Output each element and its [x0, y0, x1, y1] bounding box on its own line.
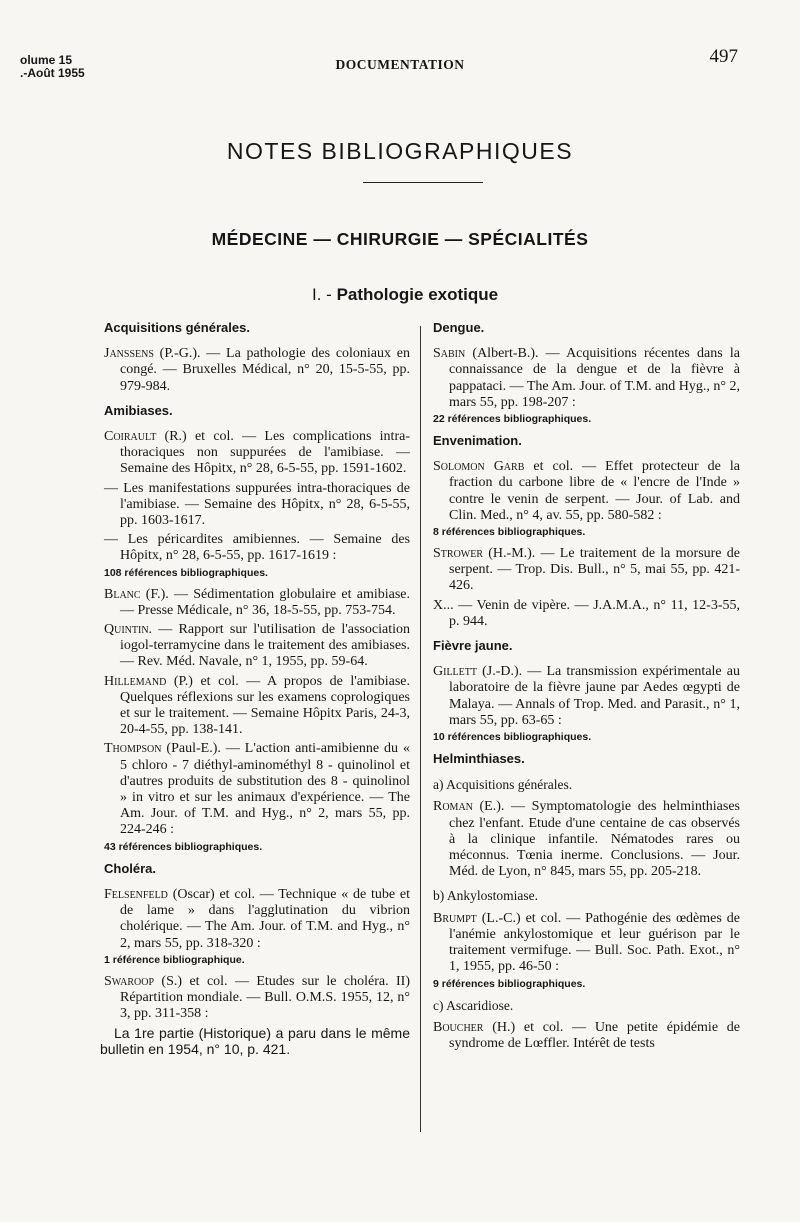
reference-count: 108 références bibliographiques.	[104, 566, 268, 579]
reference-count: 9 références bibliographiques.	[433, 977, 586, 990]
citation: (Albert-B.). — Acquisitions récentes dans la connaissance de la dengue et de la fièvre à pappataci. — The Am. Jour. of T.M. and Hyg., n° 2, mars 55, pp. 198-207 :	[449, 346, 741, 410]
author: Boucher	[433, 1019, 484, 1035]
left-column	[100, 320, 410, 1058]
author: Solomon Garb	[433, 459, 525, 475]
author: Thompson	[104, 741, 162, 757]
reference-entry	[104, 346, 410, 395]
reference-entry	[104, 587, 410, 619]
author: Gillett	[433, 664, 477, 680]
author: Hillemand	[104, 673, 167, 689]
author: Coirault	[104, 429, 157, 445]
author: Roman	[433, 799, 473, 815]
page-number: 497	[709, 46, 738, 67]
subcategory-heading: a) Acquisitions générales.	[433, 777, 573, 793]
reference-count: 8 références bibliographiques.	[433, 526, 586, 539]
author: Blanc	[104, 586, 141, 602]
category-heading: Helminthiases.	[433, 751, 525, 767]
subcategory-heading: b) Ankylostomiase.	[433, 888, 538, 904]
reference-entry	[433, 346, 740, 411]
citation: (P.) et col. — A propos de l'amibiase. Quelques réflexions sur les examens coprologiques et sur le traitement. — Semaine Hôpitx Paris, 24-3, 20-4-55, pp. 138-141.	[120, 673, 410, 738]
category-heading: Acquisitions générales.	[104, 320, 250, 335]
typed-note: La 1re partie (Historique) a paru dans le même bulletin en 1954, n° 10, p. 421.	[100, 1025, 410, 1058]
reference-entry	[104, 741, 410, 838]
reference-entry	[104, 887, 410, 952]
category-heading: Choléra.	[104, 860, 157, 876]
category-heading: Dengue.	[433, 320, 485, 335]
reference-entry	[104, 481, 410, 530]
section-name: Pathologie exotique	[336, 285, 499, 304]
author: Brumpt	[433, 910, 477, 926]
reference-entry	[433, 459, 740, 524]
citation: (Paul-E.). — L'action anti-amibienne du « 5 chloro - 7 diéthyl-aminométhyl 8 - quinolinol et d'autres produits de substitution des 8 - quinolinol » in vitro et sur les animaux d'expérience. — The Am. Jour. of T.M. and Hyg., n° 2, mars 55, pp. 224-246 :	[120, 741, 410, 838]
citation: (H.) et col. — Une petite épidémie de syndrome de Lœffler. Intérêt de tests	[449, 1019, 740, 1051]
reference-count: 22 références bibliographiques.	[433, 413, 592, 426]
author: Sabin	[433, 346, 466, 362]
citation: (S.) et col. — Etudes sur le choléra. II) Répartition mondiale. — Bull. O.M.S. 1955, 12, n° 3, pp. 311-358 :	[120, 973, 410, 1022]
citation: (J.-D.). — La transmission expérimentale au laboratoire de la fièvre jaune par Aedes œgypti de Malaya. — Annals of Trop. Med. and Parasit., n° 1, mars 55, pp. 63-65 :	[449, 664, 740, 728]
reference-entry	[104, 429, 410, 478]
author: Swaroop	[104, 973, 155, 989]
reference-entry	[433, 799, 740, 880]
citation: (H.-M.). — Le traitement de la morsure de serpent. — Trop. Dis. Bull., n° 5, mai 55, pp. 421-426.	[449, 546, 740, 594]
citation: — Les péricardites amibiennes. — Semaine des Hôpitx, n° 28, 6-5-55, pp. 1617-1619 :	[104, 532, 410, 564]
reference-entry	[104, 532, 410, 564]
right-column	[433, 320, 740, 1055]
citation: (L.-C.) et col. — Pathogénie des œdèmes de l'anémie ankylostomique et leur guérison par le traitement vermifuge. — Bull. Soc. Path. Exot., n° 1, 1955, pp. 46-50 :	[449, 910, 740, 975]
citation: (Oscar) et col. — Technique « de tube et de lame » dans l'agglutination du vibrion cholérique. — The Am. Jour. of T.M. and Hyg., n° 2, mars 55, pp. 318-320 :	[120, 886, 410, 951]
citation: — Les manifestations suppurées intra-thoraciques de l'amibiase. — Semaine des Hôpitx, n° 28, 6-5-55, pp. 1603-1617.	[104, 480, 410, 529]
volume-label: olume 15	[20, 53, 73, 67]
citation: et col. — Effet protecteur de la fraction du carbone libre de « l'encre de l'Inde » contre le venin de serpent. — Jour. of Lab. and Clin. Med., n° 4, av. 55, pp. 580-582 :	[449, 459, 740, 523]
author: Janssens	[104, 346, 154, 362]
author: Quintin	[104, 622, 149, 638]
section-number: I. -	[312, 285, 332, 304]
reference-count: 43 références bibliographiques.	[104, 840, 263, 853]
reference-entry	[104, 974, 410, 1023]
category-heading: Fièvre jaune.	[433, 638, 513, 654]
category-heading: Amibiases.	[104, 402, 173, 418]
citation: X... — Venin de vipère. — J.A.M.A., n° 11, 12-3-55, p. 944.	[433, 597, 740, 629]
reference-count: 1 référence bibliographique.	[104, 953, 245, 966]
title-rule	[363, 182, 483, 183]
running-header-title: DOCUMENTATION	[335, 57, 465, 72]
category-heading: Envenimation.	[433, 433, 522, 449]
reference-entry	[433, 1020, 740, 1052]
section-heading	[312, 285, 498, 305]
page-subtitle: MÉDECINE — CHIRURGIE — SPÉCIALITÉS	[211, 229, 589, 249]
reference-entry	[433, 598, 740, 630]
citation: (P.-G.). — La pathologie des coloniaux en congé. — Bruxelles Médical, n° 20, 15-5-55, pp. 979-984.	[120, 346, 410, 394]
page-title: NOTES BIBLIOGRAPHIQUES	[226, 138, 574, 164]
author: Strower	[433, 546, 484, 562]
reference-entry	[104, 622, 410, 671]
reference-entry	[104, 674, 410, 739]
reference-entry	[433, 546, 740, 595]
reference-count: 10 références bibliographiques.	[433, 731, 592, 744]
citation: (E.). — Symptomatologie des helminthiases chez l'enfant. Etude d'une centaine de cas observés à la clinique infantile. Nématodes rares ou méconnus. Tœnia inerme. Conclusions. — Jour. Méd. de Lyon, n° 845, mars 55, pp. 205-218.	[449, 799, 740, 880]
subcategory-heading: c) Ascaridiose.	[433, 997, 514, 1013]
reference-entry	[433, 911, 740, 976]
citation: (R.) et col. — Les complications intra-thoraciques non suppurées de l'amibiase. — Semaine des Hôpitx, n° 28, 6-5-55, pp. 1591-1602.	[120, 429, 410, 477]
citation: (F.). — Sédimentation globulaire et amibiase. — Presse Médicale, n° 36, 18-5-55, pp. 753-754.	[120, 586, 410, 618]
reference-entry	[433, 664, 740, 729]
citation: . — Rapport sur l'utilisation de l'association iogol-terramycine dans le traitement des amibiases. — Rev. Méd. Navale, n° 1, 1955, pp. 59-64.	[120, 622, 410, 670]
issue-date: .-Août 1955	[20, 66, 85, 80]
author: Felsenfeld	[104, 886, 168, 902]
column-divider	[420, 326, 421, 1132]
